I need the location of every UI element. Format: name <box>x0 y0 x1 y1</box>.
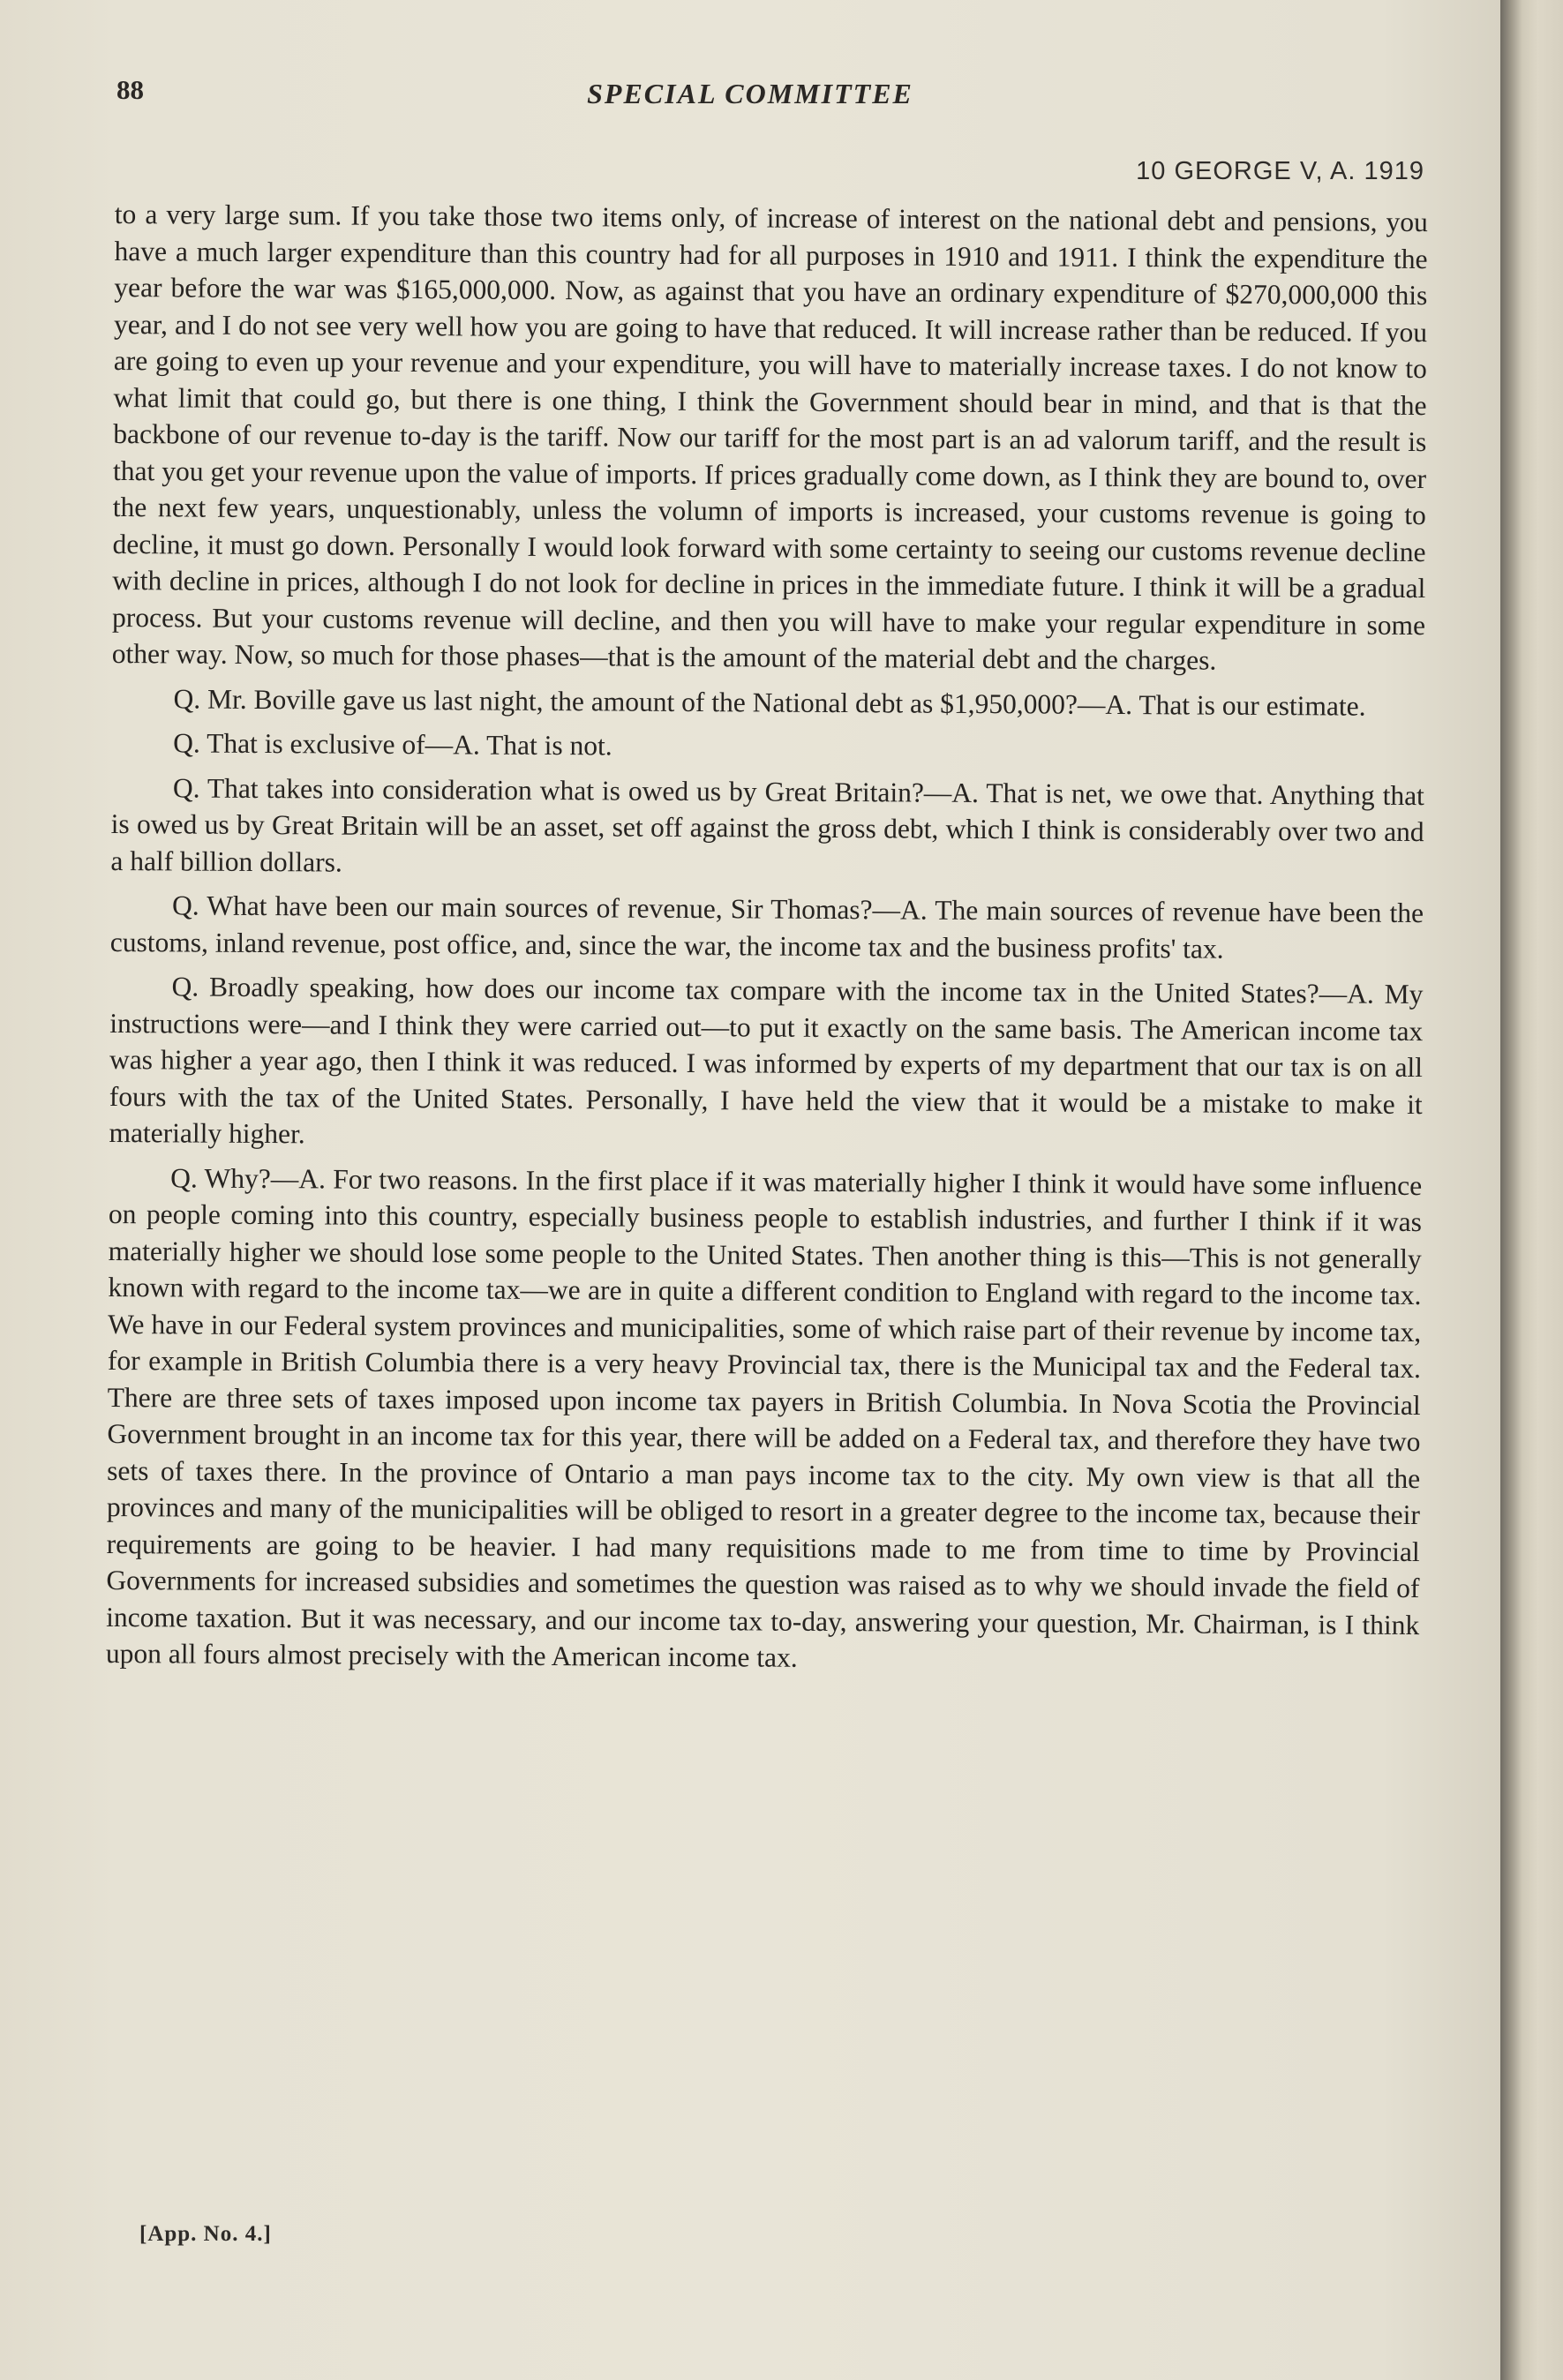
paragraph-question-income-tax-compare: Q. Broadly speaking, how does our income tax compare with the income tax in the United States?—A. My instructions were—and I think they were carried out—to put it exactly on the same basis. The American income tax was higher a year ago, then I think it was reduced. I was informed by experts of my department that our tax is on all fours with the tax of the United States. Personally, I have held the view that it would be a mistake to make it materially higher. <box>109 971 1424 1150</box>
page-number: 88 <box>116 74 144 105</box>
appendix-reference: [App. No. 4.] <box>139 2222 272 2246</box>
paragraph-question-national-debt: Q. Mr. Boville gave us last night, the amount of the National debt as $1,950,000?—A. That is our estimate. <box>173 682 1366 722</box>
body-text <box>106 196 1428 1688</box>
paragraph-continuation: to a very large sum. If you take those two items only, of increase of interest on the national debt and pensions, you have a much larger expenditure than this country had for all purposes in 1910 and 1911. I think the expenditure the year before the war was $165,000,000. Now, as against that you have an ordinary expenditure of $270,000,000 this year, and I do not see very well how you are going to have that reduced. It will increase rather than be reduced. If you are going to even up your revenue and your expenditure, you will have to materially increase taxes. I do not know to what limit that could go, but there is one thing, I think the Government should bear in mind, and that is that the backbone of our revenue to-day is the tariff. Now our tariff for the most part is an ad valorum tariff, and the result is that you get your revenue upon the value of imports. If prices gradually come down, as I think they are bound to, over the next few years, unquestionably, unless the volumn of imports is increased, your customs revenue is going to decline, it must go down. Personally I would look forward with some certainty to seeing our customs revenue decline with decline in prices, although I do not look for decline in prices in the immediate future. I think it will be a gradual process. But your customs revenue will decline, and then you will have to make your regular expenditure in some other way. Now, so much for those phases—that is the amount of the material debt and the charges. <box>111 198 1428 676</box>
paragraph-question-great-britain: Q. That takes into consideration what is owed us by Great Britain?—A. That is net, we owe that. Anything that is owed us by Great Britain will be an asset, set off against the gross debt, which I think is considerably over two and a half billion dollars. <box>110 771 1424 878</box>
paragraph-question-exclusive: Q. That is exclusive of—A. That is not. <box>173 727 612 762</box>
session-reference: 10 GEORGE V, A. 1919 <box>1136 157 1424 185</box>
book-gutter <box>1500 0 1563 2380</box>
paragraph-question-why: Q. Why?—A. For two reasons. In the first place if it was materially higher I think it would have some influence on people coming into this country, especially business people to establish industries, and further I think if it was materially higher we should lose some people to the United States. Then another thing is this—This is not generally known with regard to the income tax—we are in quite a different condition to England with regard to the income tax. We have in our Federal system provinces and municipalities, some of which raise part of their revenue by income tax, for example in British Columbia there is a very heavy Provincial tax, there is the Municipal tax and the Federal tax. There are three sets of taxes imposed upon income tax payers in British Columbia. In Nova Scotia the Provincial Government brought in an income tax for this year, there will be added on a Federal tax, and therefore they have two sets of taxes there. In the province of Ontario a man pays income tax to the city. My own view is that all the provinces and many of the municipalities will be obliged to resort in a greater degree to the income tax, because their requirements are going to be heavier. I had many requisitions made to me from time to time by Provincial Governments for increased subsidies and sometimes the question was raised as to why we should invade the field of income taxation. But it was necessary, and our income tax to-day, answering your question, Mr. Chairman, is I think upon all fours almost precisely with the American income tax. <box>105 1161 1423 1673</box>
running-title: SPECIAL COMMITTEE <box>587 78 913 109</box>
paragraph-question-revenue-sources: Q. What have been our main sources of revenue, Sir Thomas?—A. The main sources of revenue have been the customs, inland revenue, post office, and, since the war, the income tax and the business profits' tax. <box>109 890 1424 965</box>
